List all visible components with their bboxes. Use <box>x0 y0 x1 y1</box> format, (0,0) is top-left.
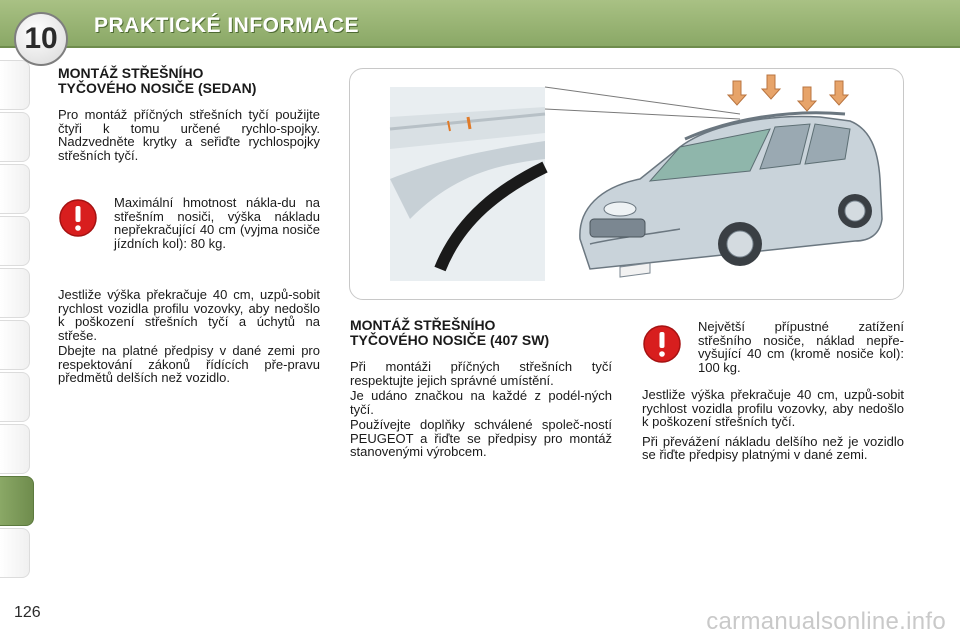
chapter-tab[interactable] <box>0 320 30 370</box>
car-body <box>580 113 882 277</box>
warning-text: Maximální hmotnost nákla-du na střešním nosiči, výška nákladu nepřekračující 40 cm (vyjma nosiče jízdních kol): 80 kg. <box>114 195 320 251</box>
warning-text: Největší přípustné zatížení střešního nosiče, náklad nepře-vyšující 40 cm (kromě nosiče kol): 100 kg. <box>698 319 904 375</box>
paragraph: Je udáno značkou na každé z podél-ných tyčí. <box>350 388 612 417</box>
section-title-line: TYČOVÉHO NOSIČE (407 SW) <box>350 332 550 348</box>
car-illustration <box>349 68 904 300</box>
chapter-tab[interactable] <box>0 528 30 578</box>
chapter-tab[interactable] <box>0 372 30 422</box>
car-roof-rack-figure <box>350 69 904 300</box>
section-407sw <box>350 318 612 461</box>
warning-block <box>642 320 904 380</box>
down-arrow-icon <box>728 81 746 105</box>
section-title-line: MONTÁŽ STŘEŠNÍHO <box>350 317 496 333</box>
section-sedan <box>58 66 320 387</box>
chapter-tab-active[interactable] <box>0 476 34 526</box>
chapter-tab[interactable] <box>0 268 30 318</box>
section-title-407sw <box>350 318 612 348</box>
roof-mount-arrows <box>728 75 848 111</box>
chapter-tabs <box>0 60 34 580</box>
chapter-tab[interactable] <box>0 112 30 162</box>
down-arrow-icon <box>830 81 848 105</box>
chapter-tab[interactable] <box>0 424 30 474</box>
down-arrow-icon <box>762 75 780 99</box>
chapter-tab[interactable] <box>0 60 30 110</box>
exclamation-circle-icon <box>58 198 98 238</box>
watermark: carmanualsonline.info <box>706 608 946 635</box>
section-title-line: TYČOVÉHO NOSIČE (SEDAN) <box>58 80 257 96</box>
paragraph: Používejte doplňky schválené společ-ností PEUGEOT a řiďte se předpisy pro montáž stanovenými výrobcem. <box>350 417 612 459</box>
paragraph: Dbejte na platné předpisy v dané zemi pro respektování zákonů řídících pře-pravu předmětů delších než vozidlo. <box>58 343 320 385</box>
paragraph: Při montáži příčných střešních tyčí respektujte jejich správné umístění. <box>350 359 612 388</box>
chapter-badge: 10 <box>14 12 68 66</box>
exclamation-circle-icon <box>642 324 682 364</box>
paragraph: Jestliže výška překračuje 40 cm, uzpů-sobit rychlost vozidla profilu vozovky, aby nedošlo k poškození střešních tyčí. <box>642 387 904 429</box>
page-number: 126 <box>14 604 41 621</box>
section-title-sedan <box>58 66 320 96</box>
chapter-tab[interactable] <box>0 164 30 214</box>
warning-block <box>58 196 320 266</box>
paragraph: Jestliže výška překračuje 40 cm, uzpů-sobit rychlost vozidla profilu vozovky, aby nedošlo k poškození střešních tyčí a úchytů na střeše. <box>58 287 320 343</box>
section-407sw-warnings <box>642 320 904 464</box>
down-arrow-icon <box>798 87 816 111</box>
page-header-title: PRAKTICKÉ INFORMACE <box>94 14 359 37</box>
intro-paragraph: Pro montáž příčných střešních tyčí použijte čtyři k tomu určené rychlo-spojky. Nadzvedněte krytky a seřiďte rychlospojky střešních tyčí. <box>58 107 320 163</box>
section-title-line: MONTÁŽ STŘEŠNÍHO <box>58 65 204 81</box>
chapter-tab[interactable] <box>0 216 30 266</box>
paragraph: Při převážení nákladu delšího než je vozidlo se řiďte předpisy platnými v dané zemi. <box>642 433 904 462</box>
